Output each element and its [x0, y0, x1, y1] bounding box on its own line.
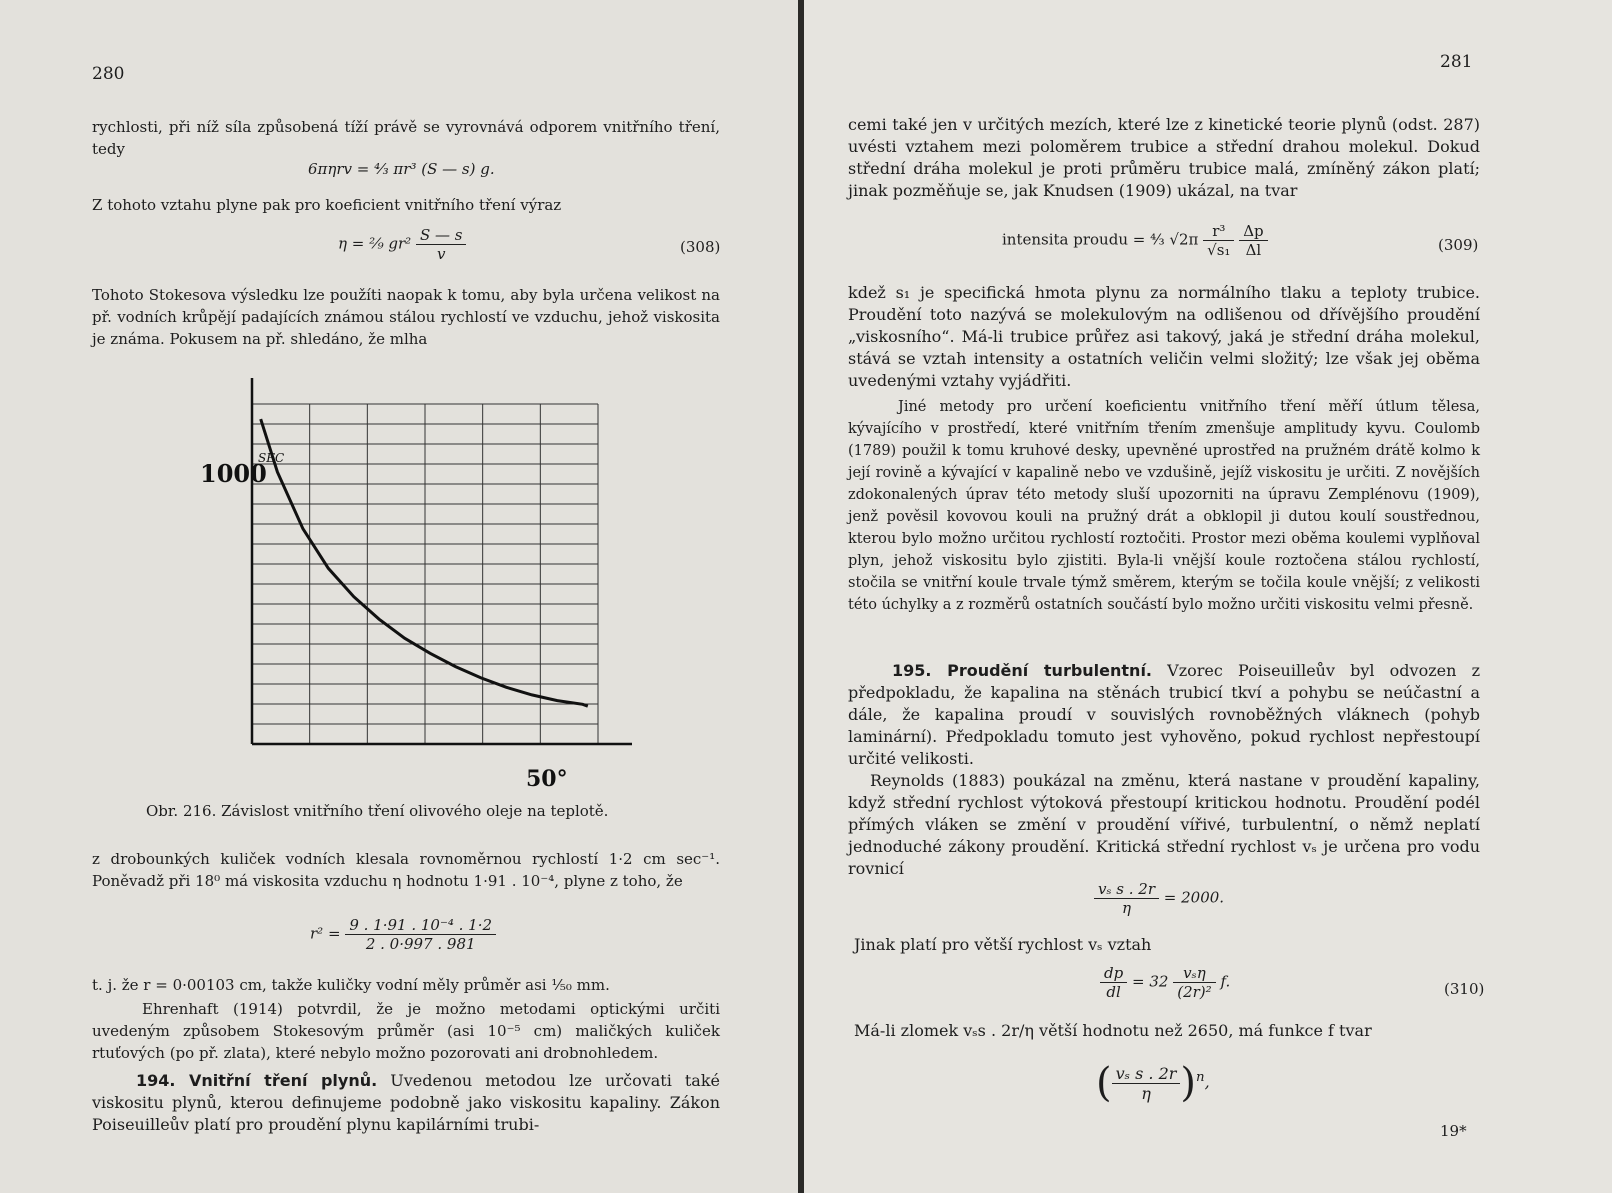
formula-308-denominator: v: [436, 245, 446, 263]
formula-function-f-numerator: vₛ s . 2r: [1112, 1064, 1181, 1084]
formula-function-f-tail: ,: [1204, 1072, 1210, 1092]
formula-310-denominator-1: dl: [1106, 983, 1121, 1001]
formula-310-numerator-2: vₛη: [1173, 964, 1215, 983]
y-axis-unit: SEC: [258, 451, 285, 465]
formula-309-left: intensita proudu = ⁴⁄₃ √2π: [1002, 230, 1199, 249]
section-194-text: Uvedenou metodou lze určovati také viskositu plynů, kterou definujeme podobně jako viskositu kapaliny. Zákon Poiseuilleův platí pro proudění plynu kapilárními trubi-: [92, 1071, 720, 1134]
formula-radius-left: r² =: [310, 924, 341, 943]
equation-number-309: (309): [1438, 236, 1479, 254]
formula-stokes: 6πηrv = ⁴⁄₃ πr³ (S — s) g.: [308, 160, 495, 178]
formula-310-mid: = 32: [1132, 972, 1169, 991]
formula-reynolds-numerator: vₛ s . 2r: [1094, 880, 1159, 899]
figure-caption: Obr. 216. Závislost vnitřního tření olivového oleje na teplotě.: [146, 802, 609, 820]
formula-309-fraction-2: [1239, 222, 1267, 259]
right-paragraph-5: Jinak platí pro větší rychlost vₛ vztah: [854, 935, 1152, 954]
formula-310: [1100, 964, 1230, 1001]
y-axis-label: 1000: [200, 459, 267, 488]
left-paragraph-5: t. j. že r = 0·00103 cm, takže kuličky vodní měly průměr asi ¹⁄₅₀ mm.: [92, 976, 610, 994]
signature-mark: 19*: [1440, 1122, 1467, 1140]
formula-function-f: ( $\frac{\text{vₛ s . 2r}}{\eta}$ )$^n$,: [1096, 1060, 1210, 1106]
left-paragraph-1: rychlosti, při níž síla způsobená tíží právě se vyrovnává odporem vnitřního tření, tedy: [92, 118, 720, 158]
left-paragraph-3: Tohoto Stokesova výsledku lze použíti naopak k tomu, aby byla určena velikost na př. vodních krůpějí padajících známou stálou rychlostí ve vzduchu, jehož viskosita je známa. Pokusem na př. shledáno, že mlha: [92, 286, 720, 348]
left-paragraph-2: Z tohoto vztahu plyne pak pro koeficient vnitřního tření výraz: [92, 196, 562, 214]
formula-308: [338, 226, 466, 263]
formula-309-denominator-1: √s₁: [1207, 241, 1231, 259]
viscosity-chart: [196, 378, 656, 798]
formula-309: [1002, 222, 1268, 259]
section-194-title: 194. Vnitřní tření plynů.: [136, 1071, 378, 1090]
formula-310-fraction-2: [1173, 964, 1215, 1001]
formula-309-denominator-2: Δl: [1245, 241, 1262, 259]
left-paragraph-4: z drobounkých kuliček vodních klesala rovnoměrnou rychlostí 1·2 cm sec⁻¹. Poněvadž při 18⁰ má viskosita vzduchu η hodnotu 1·91 . 10⁻⁴, plyne z toho, že: [92, 850, 720, 890]
formula-radius-numerator: 9 . 1·91 . 10⁻⁴ . 1·2: [345, 916, 496, 935]
formula-reynolds-denominator: η: [1122, 899, 1131, 917]
formula-308-numerator: S — s: [416, 226, 467, 245]
left-paragraph-6: Ehrenhaft (1914) potvrdil, že je možno metodami optickými určiti uvedeným způsobem Stokesovým průměr (asi 10⁻⁵ cm) maličkých kuliček rtuťových (po př. zlata), které nebylo možno pozorovati ani drobnohledem.: [92, 1000, 720, 1062]
formula-309-numerator-1: r³: [1203, 222, 1234, 241]
formula-radius-fraction: [345, 916, 496, 953]
page-number-right: 281: [1440, 52, 1473, 72]
right-paragraph-4: Reynolds (1883) poukázal na změnu, která nastane v proudění kapaliny, když střední rychlost výtoková přestoupí kritickou hodnotu. Proudění podél přímých vláken se změní v proudění vířivé, turbulentní, o němž neplatí jednoduché zákony proudění. Kritická střední rychlost vₛ je určena pro vodu rovnicí: [848, 771, 1480, 878]
formula-310-denominator-2: (2r)²: [1177, 983, 1212, 1001]
formula-310-fraction-1: [1100, 964, 1127, 1001]
formula-309-fraction-1: [1203, 222, 1234, 259]
formula-308-left: η = ²⁄₉ gr²: [338, 234, 412, 253]
formula-310-numerator-1: dp: [1100, 964, 1127, 983]
formula-310-right: f.: [1220, 972, 1231, 991]
chart-axes: [252, 378, 632, 744]
formula-function-f-fraction: [1112, 1064, 1181, 1103]
left-page: [0, 0, 800, 1193]
equation-number-310: (310): [1444, 980, 1485, 998]
right-paragraph-6: Má-li zlomek vₛs . 2r/η větší hodnotu než 2650, má funkce f tvar: [854, 1021, 1372, 1040]
formula-radius-denominator: 2 . 0·997 . 981: [365, 935, 476, 953]
formula-function-f-exponent: n: [1196, 1070, 1205, 1086]
right-paragraph-1: cemi také jen v určitých mezích, které lze z kinetické teorie plynů (odst. 287) uvésti vztahem mezi poloměrem trubice a střední drahou molekul. Dokud střední dráha molekul je proti průměru trubice malá, zmíněný zákon platí; jinak pozměňuje se, jak Knudsen (1909) ukázal, na tvar: [848, 115, 1480, 200]
section-195-title: 195. Proudění turbulentní.: [892, 661, 1153, 680]
formula-reynolds: [1094, 880, 1224, 917]
section-195: [848, 660, 1480, 770]
section-195-text: Vzorec Poiseuilleův byl odvozen z předpokladu, že kapalina na stěnách trubicí tkví a pohybu se neúčastní a dále, že kapalina proudí v souvislých rovnoběžných vláknech (pohyb laminární). Předpokladu tomuto jest vyhověno, pokud rychlost nepřestoupí určité velikosti.: [848, 661, 1480, 768]
section-194: [92, 1070, 720, 1136]
formula-309-numerator-2: Δp: [1239, 222, 1267, 241]
formula-308-fraction: [416, 226, 467, 263]
page-number-left: 280: [92, 64, 125, 84]
formula-function-f-denominator: η: [1141, 1083, 1151, 1103]
formula-radius: [310, 916, 496, 953]
right-page: [804, 0, 1612, 1193]
chart-grid: [252, 404, 598, 744]
formula-reynolds-right: = 2000.: [1163, 888, 1225, 907]
equation-number-308: (308): [680, 238, 721, 256]
right-paragraph-3: Jiné metody pro určení koeficientu vnitřního tření měří útlum tělesa, kývajícího v prostředí, které vnitřním třením zmenšuje amplitudy kyvu. Coulomb (1789) použil k tomu kruhové desky, upevněné uprostřed na pružném drátě kolmo k její rovině a kývající v kapalině nebo ve vzdušině, jejíž viskositu je určiti. Z novějších zdokonalených úprav této metody sluší upozorniti na úpravu Zemplénovu (1909), jenž pověsil kovovou kouli na pružný drát a obklopil ji dutou koulí soustřednou, kterou bylo možno určitou rychlostí roztočiti. Prostor mezi oběma koulemi vyplňoval plyn, jehož viskositu bylo zjistiti. Byla-li vnější koule roztočena stálou rychlostí, stočila se vnitřní koule trvale týmž směrem, kterým se točila koule vnější; z velikosti této úchylky a z rozměrů ostatních součástí bylo možno určiti viskositu velmi přesně.: [848, 399, 1480, 613]
right-paragraph-2: kdež s₁ je specifická hmota plynu za normálního tlaku a teploty trubice. Proudění toto nazývá se molekulovým na odlišenou od dřívějšího proudění „viskosního“. Má-li trubice průřez asi takový, jaká je střední dráha molekul, stává se vztah intensity a ostatních veličin velmi složitý; lze však jej oběma uvedenými vztahy vyjádřiti.: [848, 283, 1480, 390]
x-axis-label: 50°: [526, 766, 568, 792]
formula-reynolds-fraction: [1094, 880, 1159, 917]
